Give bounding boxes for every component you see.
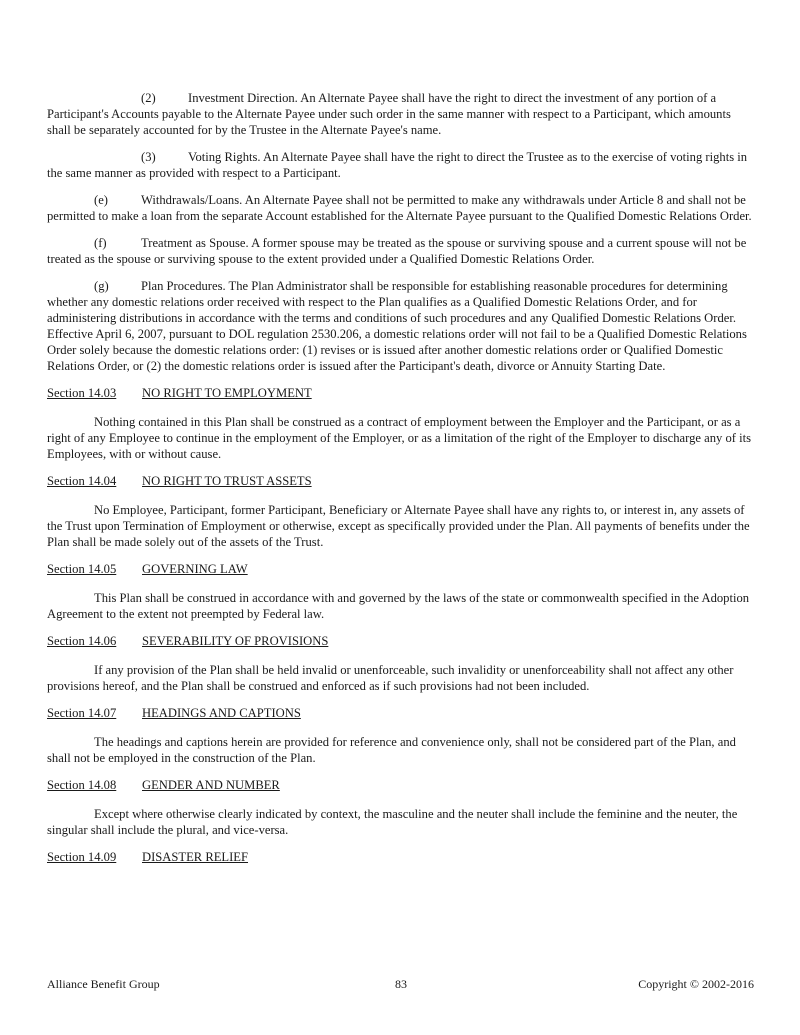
section-title: NO RIGHT TO TRUST ASSETS bbox=[142, 474, 312, 488]
paragraph-text: Treatment as Spouse. A former spouse may be treated as the spouse or surviving spouse and a current spouse will not be treated as the spouse or surviving spouse to the extent provided under a Qualified Domestic Relations Order. bbox=[47, 236, 747, 266]
section-body-14-07: The headings and captions herein are provided for reference and convenience only, shall not be considered part of the Plan, and shall not be employed in the construction of the Plan. bbox=[47, 735, 736, 765]
section-number: Section 14.06 bbox=[47, 634, 117, 648]
paragraph-text: Withdrawals/Loans. An Alternate Payee shall not be permitted to make any withdrawals under Article 8 and shall not be permitted to make a loan from the separate Account established for the Alternate Payee pursuant to the Qualified Domestic Relations Order. bbox=[47, 193, 752, 223]
section-heading-14-03 bbox=[47, 385, 754, 401]
section-heading-14-04 bbox=[47, 473, 754, 489]
section-title: GENDER AND NUMBER bbox=[142, 778, 280, 792]
paragraph-text: Investment Direction. An Alternate Payee shall have the right to direct the investment of any portion of a Participant's Accounts payable to the Alternate Payee under such order in the same manner with respect to a Participant, which amounts shall be separately accounted for by the Trustee in the Alternate Payee's name. bbox=[47, 91, 731, 137]
paragraph-label: (e) bbox=[94, 193, 108, 207]
paragraph-label: (f) bbox=[94, 236, 107, 250]
paragraph-plan-procedures bbox=[47, 278, 754, 374]
paragraph-investment-direction bbox=[47, 90, 754, 138]
section-heading-14-05 bbox=[47, 561, 754, 577]
section-number: Section 14.08 bbox=[47, 778, 117, 792]
section-number: Section 14.04 bbox=[47, 474, 117, 488]
section-body-14-05: This Plan shall be construed in accordance with and governed by the laws of the state or commonwealth specified in the Adoption Agreement to the extent not preempted by Federal law. bbox=[47, 591, 750, 621]
footer-company: Alliance Benefit Group bbox=[47, 977, 160, 991]
section-body-14-08: Except where otherwise clearly indicated by context, the masculine and the neuter shall include the feminine and the neuter, the singular shall include the plural, and vice-versa. bbox=[47, 807, 738, 837]
section-heading-14-06 bbox=[47, 633, 754, 649]
paragraph-treatment-as-spouse bbox=[47, 235, 754, 267]
paragraph-label: (3) bbox=[141, 150, 156, 164]
paragraph-voting-rights bbox=[47, 149, 754, 181]
section-title: DISASTER RELIEF bbox=[142, 850, 249, 864]
paragraph-label: (2) bbox=[141, 91, 156, 105]
section-number: Section 14.03 bbox=[47, 386, 117, 400]
page-number: 83 bbox=[395, 977, 407, 991]
section-number: Section 14.07 bbox=[47, 706, 117, 720]
section-title: GOVERNING LAW bbox=[142, 562, 248, 576]
section-title: SEVERABILITY OF PROVISIONS bbox=[142, 634, 329, 648]
section-heading-14-09 bbox=[47, 849, 754, 865]
paragraph-text: Plan Procedures. The Plan Administrator shall be responsible for establishing reasonable procedures for determining whether any domestic relations order received with respect to the Plan qualifies as a Qualified Domestic Relations Order, and for administering distributions in accordance with the terms and conditions of such procedures and any Qualified Domestic Relations Order. Effective April 6, 2007, pursuant to DOL regulation 2530.206, a domestic relations order will not fail to be a Qualified Domestic Relations Order solely because the domestic relations order: (1) revises or is issued after another domestic relations order or Qualified Domestic Relations Order, or (2) the domestic relations order is issued after the Participant's death, divorce or Annuity Starting Date. bbox=[47, 279, 747, 373]
document-page bbox=[47, 90, 754, 878]
paragraph-label: (g) bbox=[94, 279, 109, 293]
section-heading-14-08 bbox=[47, 777, 754, 793]
section-title: HEADINGS AND CAPTIONS bbox=[142, 706, 301, 720]
section-title: NO RIGHT TO EMPLOYMENT bbox=[142, 386, 312, 400]
section-number: Section 14.05 bbox=[47, 562, 117, 576]
page-footer bbox=[47, 976, 754, 992]
section-body-14-04: No Employee, Participant, former Participant, Beneficiary or Alternate Payee shall have any rights to, or interest in, any assets of the Trust upon Termination of Employment or otherwise, except as specifically provided under the Plan. All payments of benefits under the Plan shall be made solely out of the assets of the Trust. bbox=[47, 503, 750, 549]
section-body-14-06: If any provision of the Plan shall be held invalid or unenforceable, such invalidity or unenforceability shall not affect any other provisions hereof, and the Plan shall be construed and enforced as if such provisions had not been included. bbox=[47, 663, 734, 693]
section-number: Section 14.09 bbox=[47, 850, 117, 864]
section-body-14-03: Nothing contained in this Plan shall be construed as a contract of employment between the Employer and the Participant, or as a right of any Employee to continue in the employment of the Employer, or as a limitation of the right of the Employer to discharge any of its Employees, with or without cause. bbox=[47, 415, 751, 461]
section-heading-14-07 bbox=[47, 705, 754, 721]
paragraph-withdrawals-loans bbox=[47, 192, 754, 224]
paragraph-text: Voting Rights. An Alternate Payee shall have the right to direct the Trustee as to the exercise of voting rights in the same manner as provided with respect to a Participant. bbox=[47, 150, 748, 180]
footer-copyright: Copyright © 2002-2016 bbox=[638, 977, 754, 991]
